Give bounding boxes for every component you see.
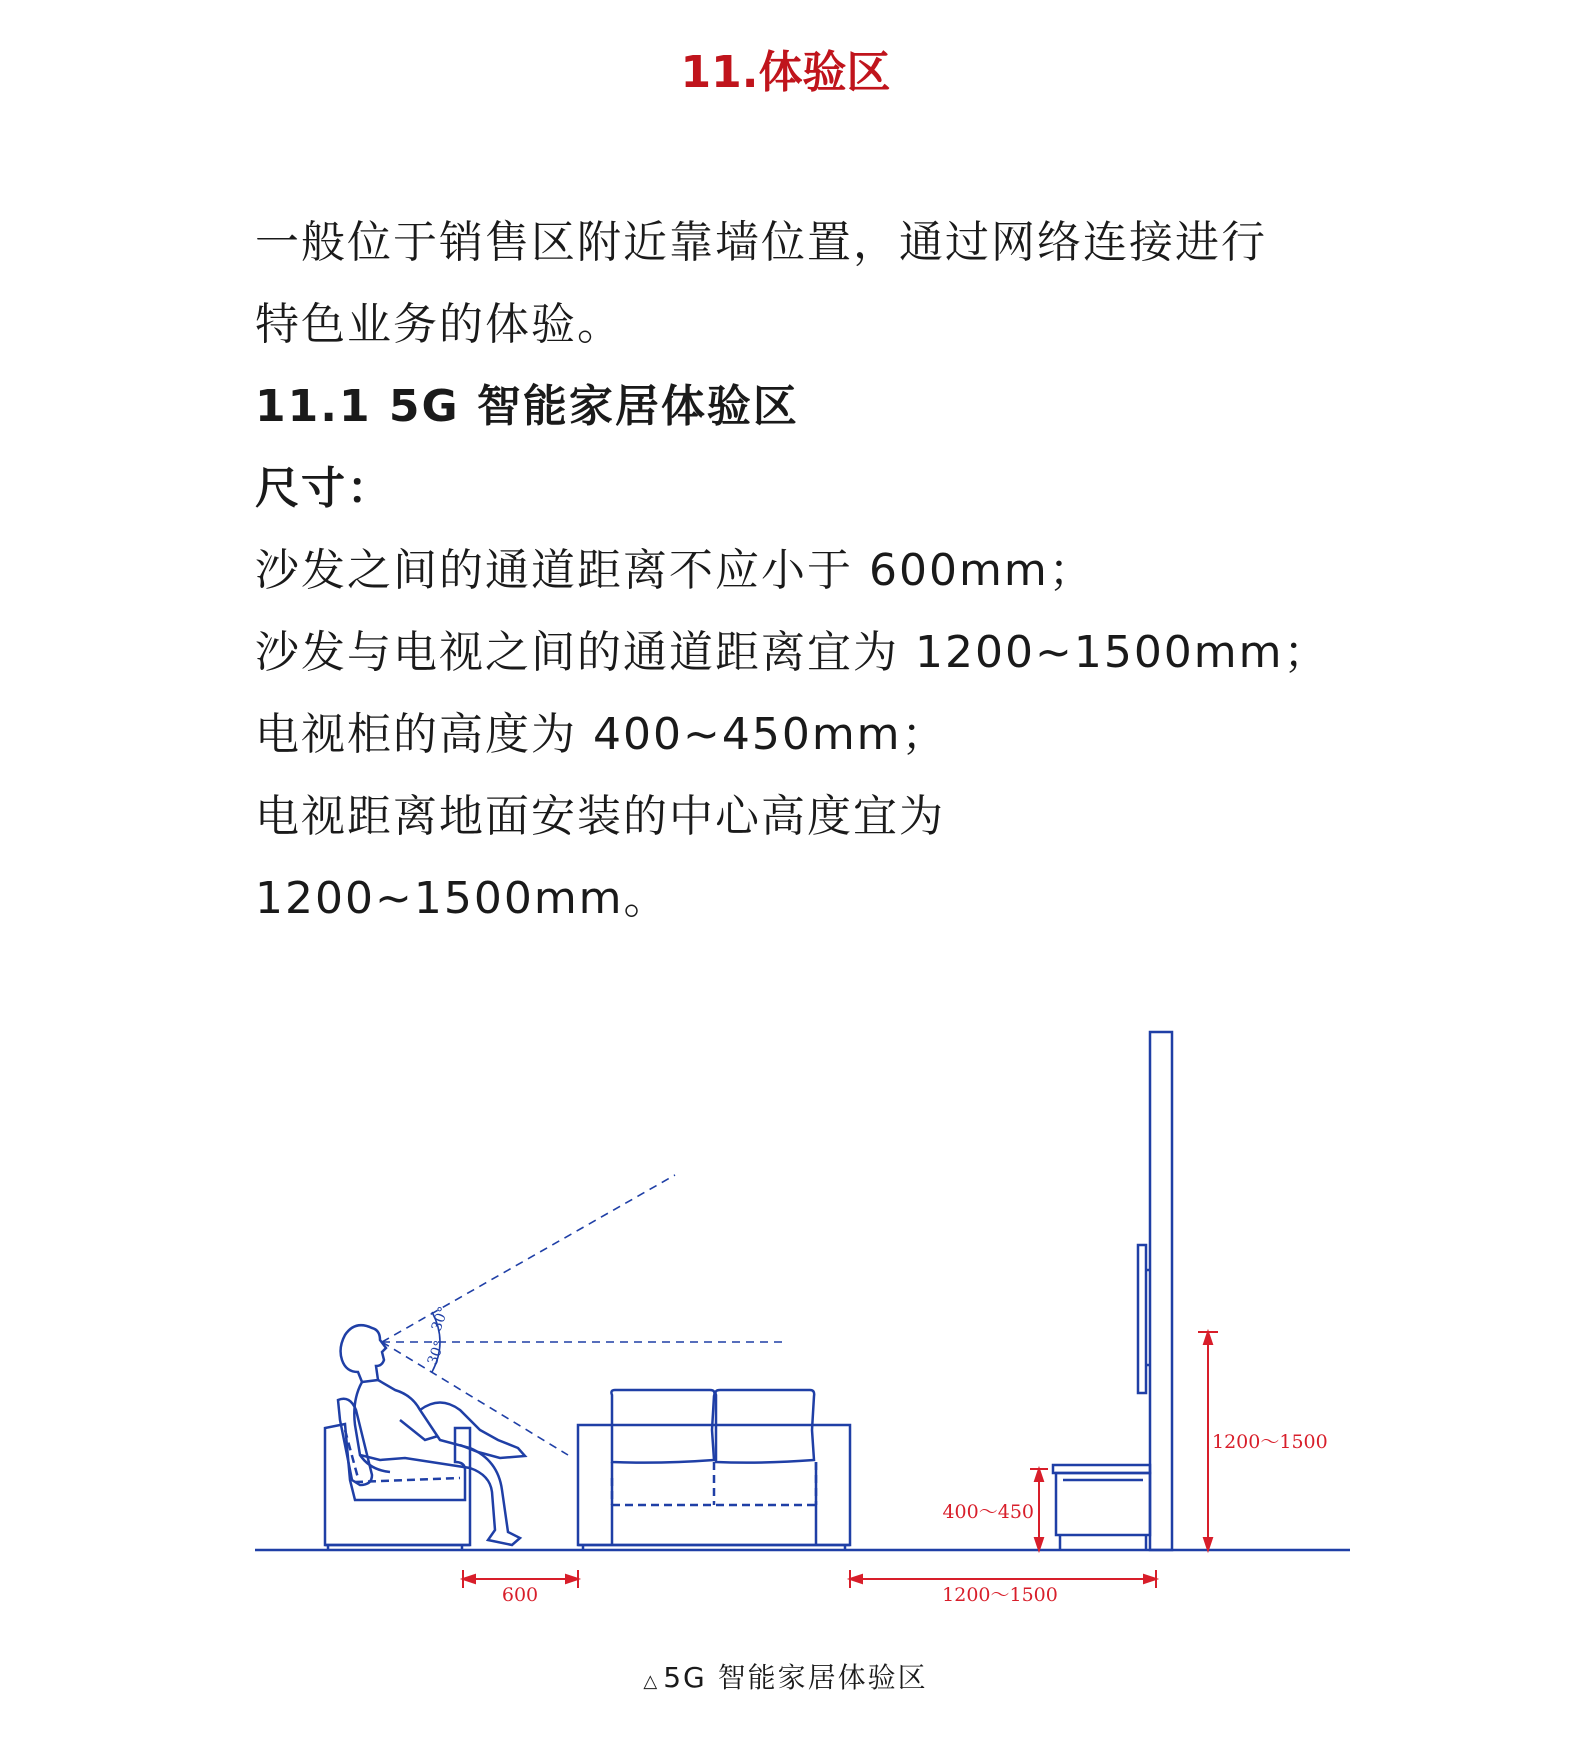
angle-up-label: 30° (428, 1304, 453, 1334)
dim-sofa-gap-label: 600 (501, 1584, 539, 1606)
section-heading: 11.1 5G 智能家居体验区 (255, 381, 799, 432)
dim-tv-height-label: 1200～1500 (1212, 1431, 1328, 1453)
intro-line-1: 一般位于销售区附近靠墙位置，通过网络连接进行 (255, 217, 1267, 268)
angle-down-label: 30° (424, 1338, 449, 1368)
dim-cabinet-height-label: 400～450 (942, 1501, 1034, 1523)
tv-set (1138, 1245, 1150, 1393)
caption-text: 5G 智能家居体验区 (663, 1661, 928, 1694)
rule-tv-height: 电视距离地面安装的中心高度宜为 (255, 791, 945, 842)
armchair (325, 1399, 470, 1550)
rule-sofa-gap: 沙发之间的通道距离不应小于 600mm； (255, 545, 1095, 596)
rule-tv-distance: 沙发与电视之间的通道距离宜为 1200~1500mm； (255, 627, 1330, 678)
rule-tv-height-value: 1200~1500mm。 (255, 873, 670, 924)
rule-cabinet-height: 电视柜的高度为 400~450mm； (255, 709, 948, 760)
sight-line-up (382, 1175, 675, 1342)
drawing-lines (255, 1032, 1350, 1550)
caption-triangle-icon: △ (643, 1671, 660, 1692)
size-label: 尺寸： (255, 463, 393, 514)
figure-caption (0, 1656, 1571, 1696)
sofa (578, 1390, 850, 1550)
wall (1150, 1032, 1172, 1550)
intro-line-2: 特色业务的体验。 (255, 299, 623, 350)
tv-cabinet (1053, 1465, 1150, 1550)
dim-tv-distance-label: 1200～1500 (942, 1584, 1058, 1606)
page-title: 11.体验区 (680, 47, 891, 98)
